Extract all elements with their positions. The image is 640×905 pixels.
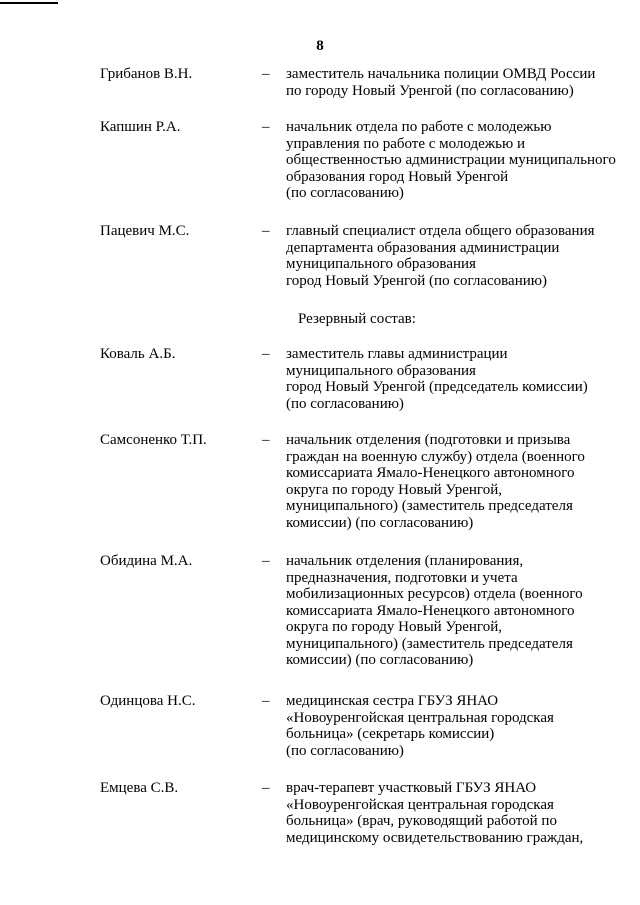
member-name: Капшин Р.А. [100,119,181,135]
member-position: начальник отделения (планирования, предназначения, подготовки и учета мобилизационных ресурсов) отдела (военного комиссариата Ямало-Ненецкого автономного округа по городу Новый Уренгой, муниципального) (заместитель председателя комиссии) (по согласованию) [286,553,583,668]
corner-rule [0,2,58,4]
member-position: начальник отделения (подготовки и призыва граждан на военную службу) отдела (военного комиссариата Ямало-Ненецкого автономного округа по городу Новый Уренгой, муниципального) (заместитель председателя комиссии) (по согласованию) [286,432,585,531]
member-name: Самсоненко Т.П. [100,432,207,448]
member-name: Одинцова Н.С. [100,693,196,709]
member-name: Грибанов В.Н. [100,66,193,82]
member-position: медицинская сестра ГБУЗ ЯНАО «Новоуренгойская центральная городская больница» (секретарь комиссии) (по согласованию) [286,693,554,759]
member-name: Обидина М.А. [100,553,193,569]
member-position: заместитель главы администрации муниципального образования город Новый Уренгой (председатель комиссии) (по согласованию) [286,346,588,412]
member-name: Коваль А.Б. [100,346,176,362]
page-number: 8 [316,38,324,54]
member-name: Пацевич М.С. [100,223,190,239]
dash: – [262,432,270,448]
dash: – [262,693,270,709]
member-position: врач-терапевт участковый ГБУЗ ЯНАО «Новоуренгойская центральная городская больница» (врач, руководящий работой по медицинскому освидетельствованию граждан, [286,780,584,846]
member-position: начальник отдела по работе с молодежью управления по работе с молодежью и общественностью администрации муниципального образования город Новый Уренгой (по согласованию) [286,119,616,201]
member-position: главный специалист отдела общего образования департамента образования администрации муниципального образования город Новый Уренгой (по согласованию) [286,223,595,289]
dash: – [262,119,270,135]
dash: – [262,346,270,362]
member-name: Емцева С.В. [100,780,179,796]
dash: – [262,223,270,239]
dash: – [262,66,270,82]
dash: – [262,553,270,569]
dash: – [262,780,270,796]
reserve-section-title: Резервный состав: [298,311,416,327]
member-position: заместитель начальника полиции ОМВД России по городу Новый Уренгой (по согласованию) [286,66,596,99]
